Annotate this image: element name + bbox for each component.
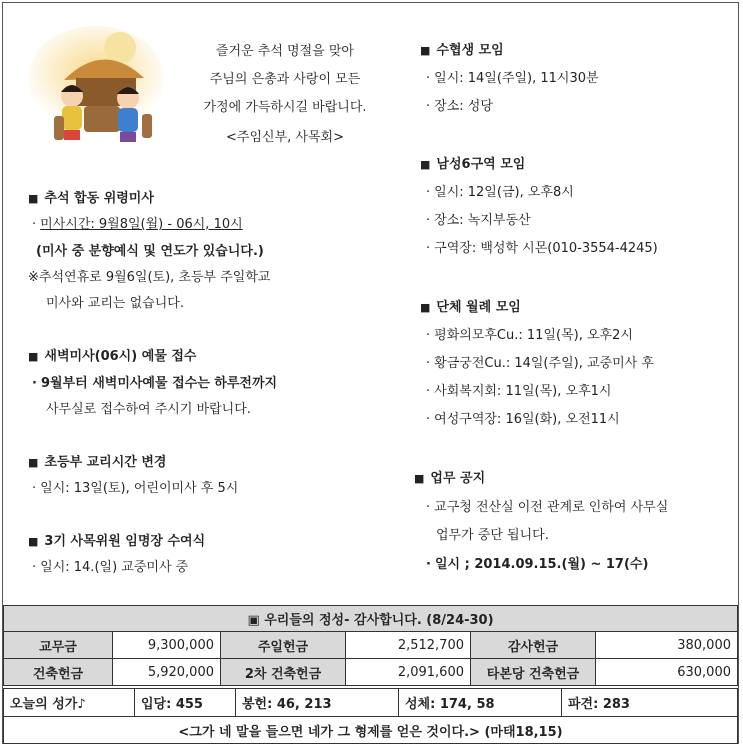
square-bullet-icon: ■: [420, 301, 431, 314]
hymn-table: [3, 688, 738, 744]
chuseok-illustration: [24, 20, 164, 150]
elementary-heading: ■ 초등부 교리시간 변경: [28, 455, 167, 470]
dawn-mass-line-1: · 9월부터 새벽미사예물 접수는 하루전까지: [32, 376, 278, 391]
donation-table: [3, 605, 738, 686]
catechist-line-2: · 장소: 성당: [426, 99, 493, 114]
chuseok-notice-line-1: ※추석연휴로 9월6일(토), 초등부 주일학교: [28, 270, 271, 285]
square-bullet-icon: ■: [28, 535, 39, 548]
dawn-mass-line-2: 사무실로 접수하여 주시기 바랍니다.: [46, 402, 251, 417]
donation-header: ▣ 우리들의 정성- 감사합니다. (8/24-30): [4, 606, 738, 632]
hymn-label: 오늘의 성가♪: [4, 689, 135, 717]
appointment-heading: ■ 3기 사목위원 임명장 수여식: [28, 534, 206, 549]
appointment-line-1: · 일시: 14.(일) 교중미사 중: [32, 560, 189, 575]
men6-line-2: · 장소: 녹지부동산: [426, 213, 531, 228]
quote-row: [4, 717, 738, 744]
men6-line-3: · 구역장: 백성학 시몬(010-3554-4245): [426, 241, 658, 256]
square-bullet-icon: ■: [28, 456, 39, 469]
chuseok-mass-note: (미사 중 분향예식 및 연도가 있습니다.): [36, 244, 264, 259]
donation-amount: 2,091,600: [346, 659, 471, 686]
donation-label: 타본당 건축헌금: [471, 659, 596, 686]
table-row: [4, 632, 738, 659]
donation-label: 교무금: [4, 632, 113, 659]
work-notice-line-2: 업무가 중단 됩니다.: [436, 528, 549, 543]
elementary-line-1: · 일시: 13일(토), 어린이미사 후 5시: [32, 481, 239, 496]
dawn-mass-heading: ■ 새벽미사(06시) 예물 접수: [28, 349, 197, 364]
square-bullet-icon: ■: [414, 472, 425, 485]
groups-heading: ■ 단체 월례 모임: [420, 300, 521, 315]
donation-label: 건축헌금: [4, 659, 113, 686]
work-notice-heading: ■ 업무 공지: [414, 471, 486, 486]
hymn-row: [4, 689, 738, 717]
catechist-line-1: · 일시: 14일(주일), 11시30분: [426, 71, 599, 86]
hymn-offertory: 봉헌: 46, 213: [236, 689, 399, 717]
greeting-line-3: 가정에 가득하시길 바랍니다.: [203, 100, 367, 115]
work-notice-line-3: · 일시 ; 2014.09.15.(월) ~ 17(수): [426, 557, 649, 572]
work-notice-line-1: · 교구청 전산실 이전 관계로 인하여 사무실: [426, 500, 669, 515]
donation-amount: 9,300,000: [113, 632, 221, 659]
men6-line-1: · 일시: 12일(금), 오후8시: [426, 185, 574, 200]
greeting-line-1: 즐거운 추석 명절을 맞아: [216, 44, 354, 59]
men6-heading: ■ 남성6구역 모임: [420, 157, 526, 172]
greeting-line-2: 주님의 은총과 사랑이 모든: [209, 72, 361, 87]
table-row: [4, 659, 738, 686]
donation-label: 2차 건축헌금: [221, 659, 346, 686]
hymn-dismissal: 파견: 283: [562, 689, 738, 717]
square-bullet-icon: ■: [420, 158, 431, 171]
chuseok-notice-line-2: 미사와 교리는 없습니다.: [46, 296, 184, 311]
hymn-entrance: 입당: 455: [135, 689, 236, 717]
donation-label: 감사헌금: [471, 632, 596, 659]
groups-line-3: · 사회복지회: 11일(목), 오후1시: [426, 384, 612, 399]
hymn-communion: 성체: 174, 58: [399, 689, 562, 717]
donation-amount: 630,000: [596, 659, 738, 686]
catechist-heading: ■ 수협생 모임: [420, 43, 504, 58]
donation-header-row: [4, 606, 738, 632]
donation-amount: 5,920,000: [113, 659, 221, 686]
groups-line-2: · 황금궁전Cu.: 14일(주일), 교중미사 후: [426, 356, 654, 371]
donation-amount: 380,000: [596, 632, 738, 659]
square-bullet-icon: ■: [28, 192, 39, 205]
square-bullet-icon: ■: [420, 44, 431, 57]
donation-label: 주일헌금: [221, 632, 346, 659]
donation-amount: 2,512,700: [346, 632, 471, 659]
scripture-quote: <그가 네 말을 들으면 네가 그 형제를 얻은 것이다.> (마태18,15): [4, 717, 738, 744]
chuseok-mass-time: · 미사시간: 9월8일(월) - 06시, 10시: [32, 217, 243, 232]
square-bullet-icon: ■: [28, 350, 39, 363]
greeting-signature: <주임신부, 사목회>: [226, 130, 344, 145]
groups-line-1: · 평화의모후Cu.: 11일(목), 오후2시: [426, 328, 633, 343]
chuseok-mass-heading: ■ 추석 합동 위령미사: [28, 191, 154, 206]
groups-line-4: · 여성구역장: 16일(화), 오전11시: [426, 412, 620, 427]
